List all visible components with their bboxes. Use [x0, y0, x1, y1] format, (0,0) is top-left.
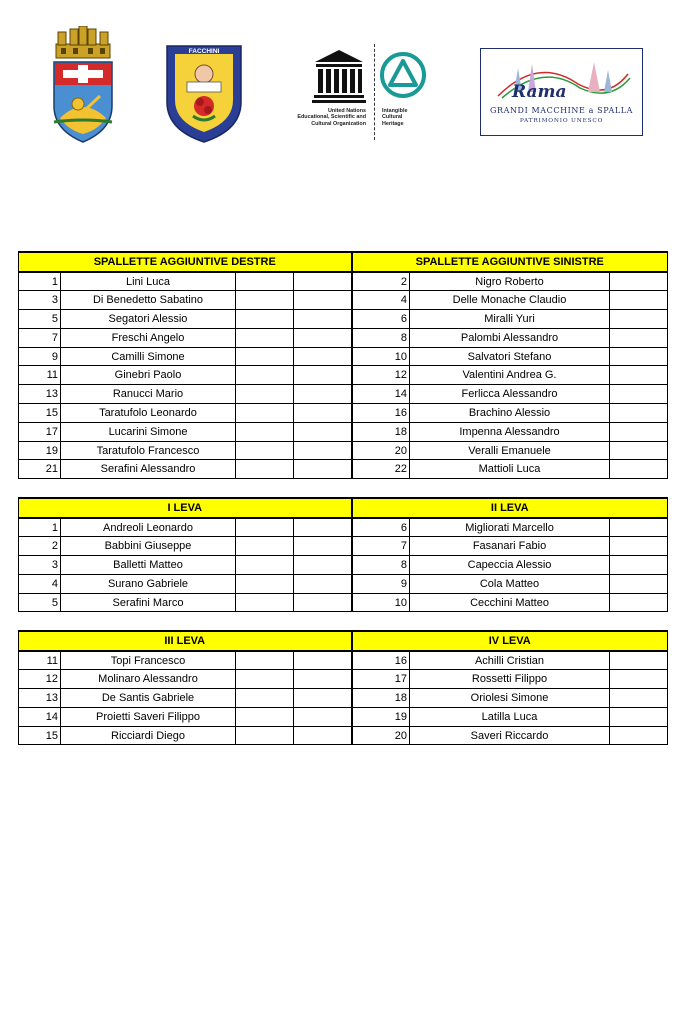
table-row — [19, 651, 668, 670]
right-group-header: IV LEVA — [352, 631, 668, 651]
empty-cell — [294, 347, 352, 366]
right-name-cell: Miralli Yuri — [410, 310, 610, 329]
empty-cell — [236, 441, 294, 460]
table-header-row — [19, 252, 668, 272]
empty-cell — [236, 670, 294, 689]
table-row — [19, 404, 668, 423]
right-number-cell: 16 — [352, 651, 410, 670]
empty-cell — [294, 689, 352, 708]
logo-header — [0, 22, 683, 142]
right-name-cell: Achilli Cristian — [410, 651, 610, 670]
left-number-cell: 11 — [19, 651, 61, 670]
shield-icon — [54, 62, 112, 142]
empty-cell — [610, 726, 668, 745]
empty-cell — [610, 422, 668, 441]
empty-cell — [294, 328, 352, 347]
right-number-cell: 10 — [352, 347, 410, 366]
empty-cell — [610, 707, 668, 726]
left-name-cell: Andreoli Leonardo — [61, 518, 236, 537]
left-number-cell: 21 — [19, 460, 61, 479]
table-header-row — [19, 498, 668, 518]
empty-cell — [236, 689, 294, 708]
table-row — [19, 537, 668, 556]
facchini-emblem-logo — [165, 44, 243, 144]
empty-cell — [236, 707, 294, 726]
empty-cell — [610, 556, 668, 575]
empty-cell — [610, 593, 668, 612]
left-name-cell: Proietti Saveri Filippo — [61, 707, 236, 726]
right-name-cell: Oriolesi Simone — [410, 689, 610, 708]
empty-cell — [610, 328, 668, 347]
left-name-cell: Di Benedetto Sabatino — [61, 291, 236, 310]
unesco-line-1: United Nations — [327, 108, 366, 114]
right-group-header: II LEVA — [352, 498, 668, 518]
left-group-header: SPALLETTE AGGIUNTIVE DESTRE — [19, 252, 352, 272]
table-row — [19, 574, 668, 593]
left-name-cell: Topi Francesco — [61, 651, 236, 670]
right-number-cell: 8 — [352, 328, 410, 347]
empty-cell — [294, 707, 352, 726]
empty-cell — [294, 291, 352, 310]
empty-cell — [610, 574, 668, 593]
empty-cell — [236, 328, 294, 347]
empty-cell — [236, 404, 294, 423]
left-name-cell: Freschi Angelo — [61, 328, 236, 347]
right-name-cell: Valentini Andrea G. — [410, 366, 610, 385]
right-name-cell: Latilla Luca — [410, 707, 610, 726]
empty-cell — [610, 291, 668, 310]
empty-cell — [610, 689, 668, 708]
right-number-cell: 19 — [352, 707, 410, 726]
left-name-cell: Taratufolo Leonardo — [61, 404, 236, 423]
left-number-cell: 4 — [19, 574, 61, 593]
table-row — [19, 707, 668, 726]
empty-cell — [236, 556, 294, 575]
empty-cell — [236, 726, 294, 745]
table-row — [19, 291, 668, 310]
empty-cell — [294, 385, 352, 404]
left-name-cell: Molinaro Alessandro — [61, 670, 236, 689]
left-number-cell: 3 — [19, 556, 61, 575]
right-number-cell: 12 — [352, 366, 410, 385]
empty-cell — [294, 310, 352, 329]
empty-cell — [294, 272, 352, 291]
table-row — [19, 726, 668, 745]
empty-cell — [294, 593, 352, 612]
right-name-cell: Cola Matteo — [410, 574, 610, 593]
right-name-cell: Migliorati Marcello — [410, 518, 610, 537]
left-number-cell: 3 — [19, 291, 61, 310]
city-coat-of-arms-logo — [48, 26, 118, 144]
table-header-row — [19, 631, 668, 651]
left-name-cell: Ginebri Paolo — [61, 366, 236, 385]
empty-cell — [236, 347, 294, 366]
empty-cell — [610, 385, 668, 404]
unesco-organization-name — [282, 108, 366, 127]
left-number-cell: 15 — [19, 726, 61, 745]
right-name-cell: Saveri Riccardo — [410, 726, 610, 745]
right-name-cell: Rossetti Filippo — [410, 670, 610, 689]
unesco-temple-icon — [312, 48, 366, 104]
empty-cell — [294, 422, 352, 441]
left-number-cell: 5 — [19, 593, 61, 612]
left-name-cell: Lucarini Simone — [61, 422, 236, 441]
table-spallette — [18, 251, 668, 479]
empty-cell — [610, 518, 668, 537]
right-number-cell: 6 — [352, 310, 410, 329]
empty-cell — [610, 272, 668, 291]
right-name-cell: Mattioli Luca — [410, 460, 610, 479]
table-row — [19, 460, 668, 479]
left-name-cell: Lini Luca — [61, 272, 236, 291]
empty-cell — [236, 518, 294, 537]
right-name-cell: Delle Monache Claudio — [410, 291, 610, 310]
empty-cell — [610, 441, 668, 460]
left-number-cell: 17 — [19, 422, 61, 441]
right-name-cell: Veralli Emanuele — [410, 441, 610, 460]
table-leva-i-ii — [18, 497, 668, 612]
table-row — [19, 310, 668, 329]
right-number-cell: 20 — [352, 441, 410, 460]
right-name-cell: Brachino Alessio — [410, 404, 610, 423]
table-row — [19, 441, 668, 460]
left-number-cell: 11 — [19, 366, 61, 385]
left-number-cell: 12 — [19, 670, 61, 689]
right-number-cell: 14 — [352, 385, 410, 404]
svg-text:FACCHINI: FACCHINI — [188, 48, 220, 55]
heritage-line-3: Heritage — [382, 120, 404, 127]
empty-cell — [610, 366, 668, 385]
left-group-header: I LEVA — [19, 498, 352, 518]
empty-cell — [236, 291, 294, 310]
right-number-cell: 20 — [352, 726, 410, 745]
empty-cell — [294, 670, 352, 689]
right-number-cell: 2 — [352, 272, 410, 291]
table-row — [19, 593, 668, 612]
empty-cell — [236, 574, 294, 593]
right-number-cell: 4 — [352, 291, 410, 310]
right-number-cell: 18 — [352, 689, 410, 708]
left-number-cell: 19 — [19, 441, 61, 460]
empty-cell — [294, 518, 352, 537]
left-name-cell: Babbini Giuseppe — [61, 537, 236, 556]
right-number-cell: 10 — [352, 593, 410, 612]
empty-cell — [236, 460, 294, 479]
left-name-cell: Surano Gabriele — [61, 574, 236, 593]
empty-cell — [294, 726, 352, 745]
empty-cell — [294, 441, 352, 460]
empty-cell — [294, 556, 352, 575]
empty-cell — [294, 537, 352, 556]
left-name-cell: Ranucci Mario — [61, 385, 236, 404]
empty-cell — [294, 404, 352, 423]
unesco-logo — [282, 44, 432, 162]
logo-subtitle: PATRIMONIO UNESCO — [519, 118, 604, 124]
table-row — [19, 366, 668, 385]
right-name-cell: Cecchini Matteo — [410, 593, 610, 612]
table-row — [19, 670, 668, 689]
table-row — [19, 385, 668, 404]
left-number-cell: 15 — [19, 404, 61, 423]
empty-cell — [610, 310, 668, 329]
right-name-cell: Capeccia Alessio — [410, 556, 610, 575]
empty-cell — [236, 272, 294, 291]
empty-cell — [610, 404, 668, 423]
empty-cell — [610, 537, 668, 556]
right-name-cell: Ferlicca Alessandro — [410, 385, 610, 404]
grandi-macchine-logo — [480, 48, 643, 136]
right-name-cell: Salvatori Stefano — [410, 347, 610, 366]
table-row — [19, 422, 668, 441]
left-name-cell: Segatori Alessio — [61, 310, 236, 329]
left-name-cell: Serafini Alessandro — [61, 460, 236, 479]
intangible-heritage-label — [382, 108, 432, 127]
brand-wordmark: Rama — [512, 82, 567, 102]
left-name-cell: Serafini Marco — [61, 593, 236, 612]
empty-cell — [236, 366, 294, 385]
table-row — [19, 347, 668, 366]
empty-cell — [236, 593, 294, 612]
right-number-cell: 9 — [352, 574, 410, 593]
empty-cell — [236, 310, 294, 329]
unesco-line-2: Educational, Scientific and — [297, 114, 366, 121]
left-name-cell: De Santis Gabriele — [61, 689, 236, 708]
right-name-cell: Impenna Alessandro — [410, 422, 610, 441]
left-name-cell: Balletti Matteo — [61, 556, 236, 575]
left-number-cell: 13 — [19, 385, 61, 404]
left-name-cell: Camilli Simone — [61, 347, 236, 366]
empty-cell — [610, 670, 668, 689]
empty-cell — [610, 651, 668, 670]
left-number-cell: 1 — [19, 272, 61, 291]
left-name-cell: Taratufolo Francesco — [61, 441, 236, 460]
table-row — [19, 328, 668, 347]
empty-cell — [294, 574, 352, 593]
empty-cell — [294, 366, 352, 385]
table-row — [19, 518, 668, 537]
empty-cell — [236, 651, 294, 670]
left-group-header: III LEVA — [19, 631, 352, 651]
left-number-cell: 14 — [19, 707, 61, 726]
right-name-cell: Fasanari Fabio — [410, 537, 610, 556]
table-row — [19, 556, 668, 575]
left-number-cell: 2 — [19, 537, 61, 556]
empty-cell — [294, 460, 352, 479]
left-number-cell: 7 — [19, 328, 61, 347]
right-name-cell: Palombi Alessandro — [410, 328, 610, 347]
empty-cell — [610, 347, 668, 366]
intangible-heritage-icon — [380, 52, 426, 98]
right-number-cell: 7 — [352, 537, 410, 556]
right-number-cell: 16 — [352, 404, 410, 423]
heritage-line-2: Cultural — [382, 114, 403, 121]
empty-cell — [236, 385, 294, 404]
unesco-line-3: Cultural Organization — [311, 120, 366, 127]
table-row — [19, 689, 668, 708]
right-number-cell: 6 — [352, 518, 410, 537]
crown-icon — [56, 26, 110, 58]
empty-cell — [294, 651, 352, 670]
left-name-cell: Ricciardi Diego — [61, 726, 236, 745]
empty-cell — [236, 537, 294, 556]
empty-cell — [236, 422, 294, 441]
left-number-cell: 9 — [19, 347, 61, 366]
right-number-cell: 8 — [352, 556, 410, 575]
right-number-cell: 22 — [352, 460, 410, 479]
shield-icon — [167, 46, 241, 142]
heritage-line-1: Intangible — [382, 108, 408, 114]
empty-cell — [610, 460, 668, 479]
right-number-cell: 18 — [352, 422, 410, 441]
left-number-cell: 1 — [19, 518, 61, 537]
left-number-cell: 13 — [19, 689, 61, 708]
table-row — [19, 272, 668, 291]
logo-title: GRANDI MACCHINE a SPALLA — [489, 106, 634, 115]
right-name-cell: Nigro Roberto — [410, 272, 610, 291]
right-number-cell: 17 — [352, 670, 410, 689]
right-group-header: SPALLETTE AGGIUNTIVE SINISTRE — [352, 252, 668, 272]
table-leva-iii-iv — [18, 630, 668, 745]
left-number-cell: 5 — [19, 310, 61, 329]
unesco-divider — [374, 44, 375, 140]
